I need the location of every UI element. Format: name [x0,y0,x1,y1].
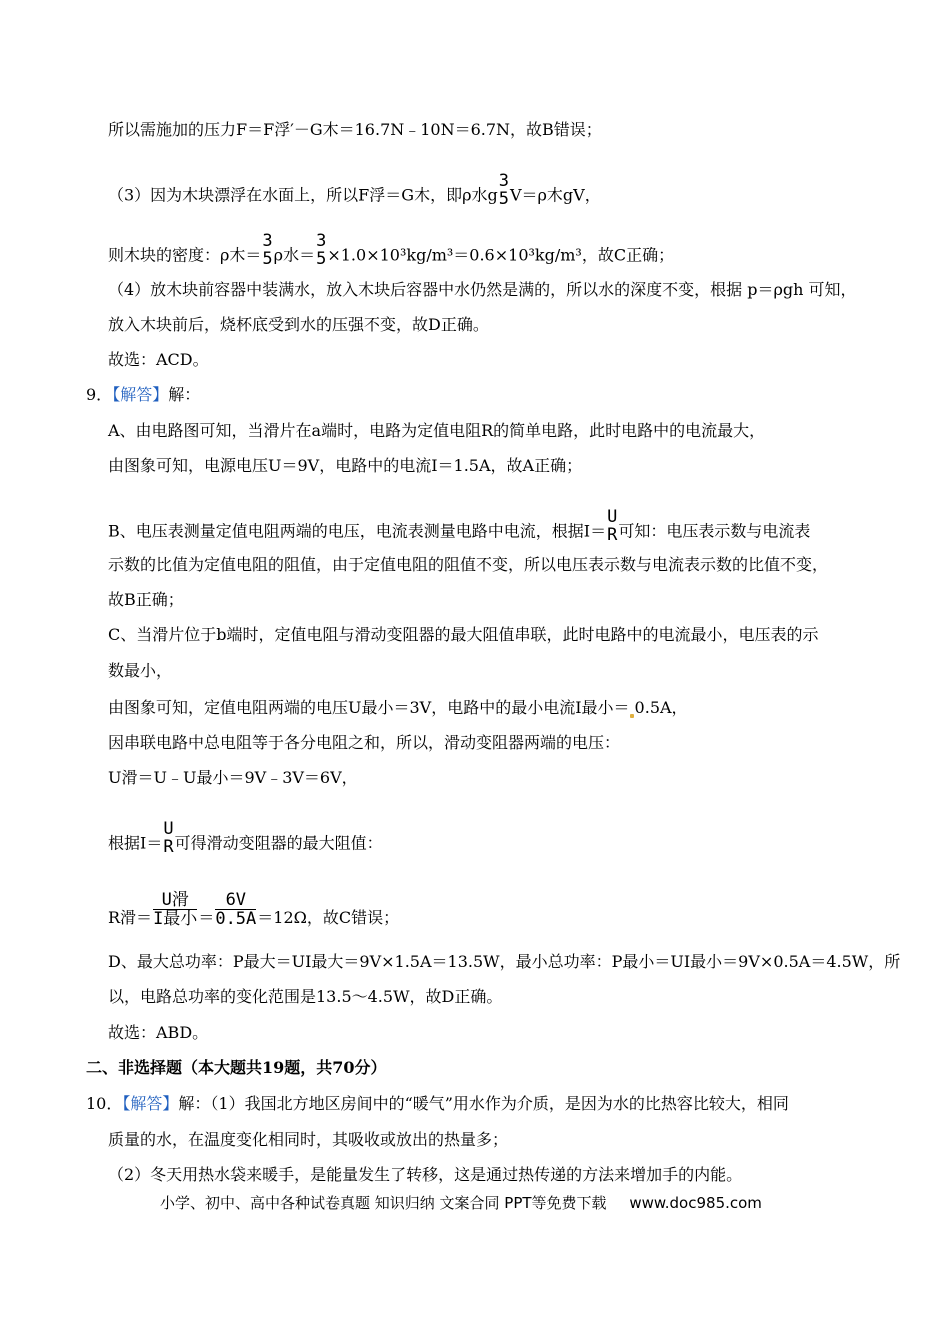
fraction-denominator: 5 [262,249,273,269]
footer-text: 小学、初中、高中各种试卷真题 知识归纳 文案合同 PPT等免费下载 [160,1194,607,1212]
question-header [86,385,200,405]
fraction-denominator: 5 [498,189,509,209]
text-line [108,507,811,550]
text-span: 可得滑动变阻器的最大阻值： [174,833,383,853]
text-line: 因串联电路中总电阻等于各分电阻之和，所以，滑动变阻器两端的电压： [108,733,621,752]
text-line: （2）冬天用热水袋来暖手，是能量发生了转移，这是通过热传递的方法来增加手的内能。 [108,1165,743,1184]
fraction-numerator: U [607,507,618,527]
fraction-denominator: 5 [316,249,327,269]
text-line: 数最小， [108,661,173,680]
fraction [607,508,617,544]
fraction [153,891,197,928]
text-line [108,890,400,937]
fraction-numerator: U [163,819,174,839]
text-span: 可知：电压表示数与电流表 [618,521,811,541]
fraction-numerator: 3 [498,171,509,191]
text-span: ＝ [198,908,215,927]
text-span: ×1.0×10³kg/m³＝0.6×10³kg/m³，故C正确； [327,245,675,265]
fraction-numerator: 3 [316,231,327,251]
text-line: 故选：ABD。 [108,1023,209,1042]
text-span: ＝12Ω，故C错误； [257,908,400,927]
fraction-denominator: R [163,837,174,857]
footer-url[interactable]: www.doc985.com [629,1194,762,1212]
fraction-numerator: U滑 [153,891,197,910]
text-span: 解： [168,385,201,404]
text-line: 示数的比值为定值电阻的阻值，由于定值电阻的阻值不变，所以电压表示数与电流表示数的比值不变， [108,555,829,574]
text-span: 0.5A， [634,698,688,717]
fraction-denominator: 0.5A [215,909,257,929]
fraction [215,891,256,928]
text-line [108,698,688,718]
text-span: R滑＝ [108,908,153,927]
text-line: 质量的水，在温度变化相同时，其吸收或放出的热量多； [108,1130,509,1149]
question-header [86,1094,789,1114]
text-line: 故选：ACD。 [108,350,209,369]
text-line: D、最大总功率：P最大＝UI最大＝9V×1.5A＝13.5W，最小总功率：P最小＝UI最小＝9V×0.5A＝4.5W，所 [108,952,901,971]
text-line [108,171,601,214]
text-line: U滑＝U﹣U最小＝9V﹣3V＝6V， [108,768,358,787]
text-span: ρ水＝ [273,245,316,265]
text-span: 解：（1）我国北方地区房间中的“暖气”用水作为介质，是因为水的比热容比较大，相同 [178,1094,789,1113]
text-span: V＝ρ木gV， [509,185,601,205]
text-line [108,231,675,274]
fraction [262,232,272,268]
text-line: 放入木块前后，烧杯底受到水的压强不变，故D正确。 [108,315,489,334]
text-line: 故B正确； [108,590,184,609]
text-span: 则木块的密度：ρ木＝ [108,245,262,265]
text-span: （3）因为木块漂浮在水面上，所以F浮＝G木，即ρ水g [108,185,498,205]
text-span: 根据I＝ [108,833,163,853]
fraction-denominator: R [607,525,618,545]
text-line: 以，电路总功率的变化范围是13.5～4.5W，故D正确。 [108,987,503,1006]
marker-dot [630,714,634,718]
fraction [499,172,509,208]
fraction [163,820,173,856]
fraction-numerator: 6V [215,891,256,910]
text-line: A、由电路图可知，当滑片在a端时，电路为定值电阻R的简单电路，此时电路中的电流最大， [108,421,766,440]
page-footer [160,1192,762,1213]
text-line: （4）放木块前容器中装满水，放入木块后容器中水仍然是满的，所以水的深度不变，根据 p＝ρgh 可知， [108,280,857,299]
text-line: 由图象可知，电源电压U＝9V，电路中的电流I＝1.5A，故A正确； [108,456,583,475]
text-line: 所以需施加的压力F＝F浮′－G木＝16.7N﹣10N＝6.7N，故B错误； [108,120,602,139]
fraction [316,232,326,268]
text-line: C、当滑片位于b端时，定值电阻与滑动变阻器的最大阻值串联，此时电路中的电流最小，电压表的示 [108,625,819,644]
section-heading: 二、非选择题（本大题共19题，共70分） [86,1058,387,1077]
fraction-denominator: I最小 [153,909,198,929]
answer-tag: 【解答】 [112,385,169,404]
question-number: 9． [86,385,113,404]
answer-tag: 【解答】 [122,1094,179,1113]
text-span: B、电压表测量定值电阻两端的电压，电流表测量电路中电流，根据I＝ [108,521,607,541]
text-line [108,819,383,862]
question-number: 10． [86,1094,123,1113]
text-span: 由图象可知，定值电阻两端的电压U最小＝3V，电路中的最小电流I最小＝ [108,698,630,717]
fraction-numerator: 3 [262,231,273,251]
